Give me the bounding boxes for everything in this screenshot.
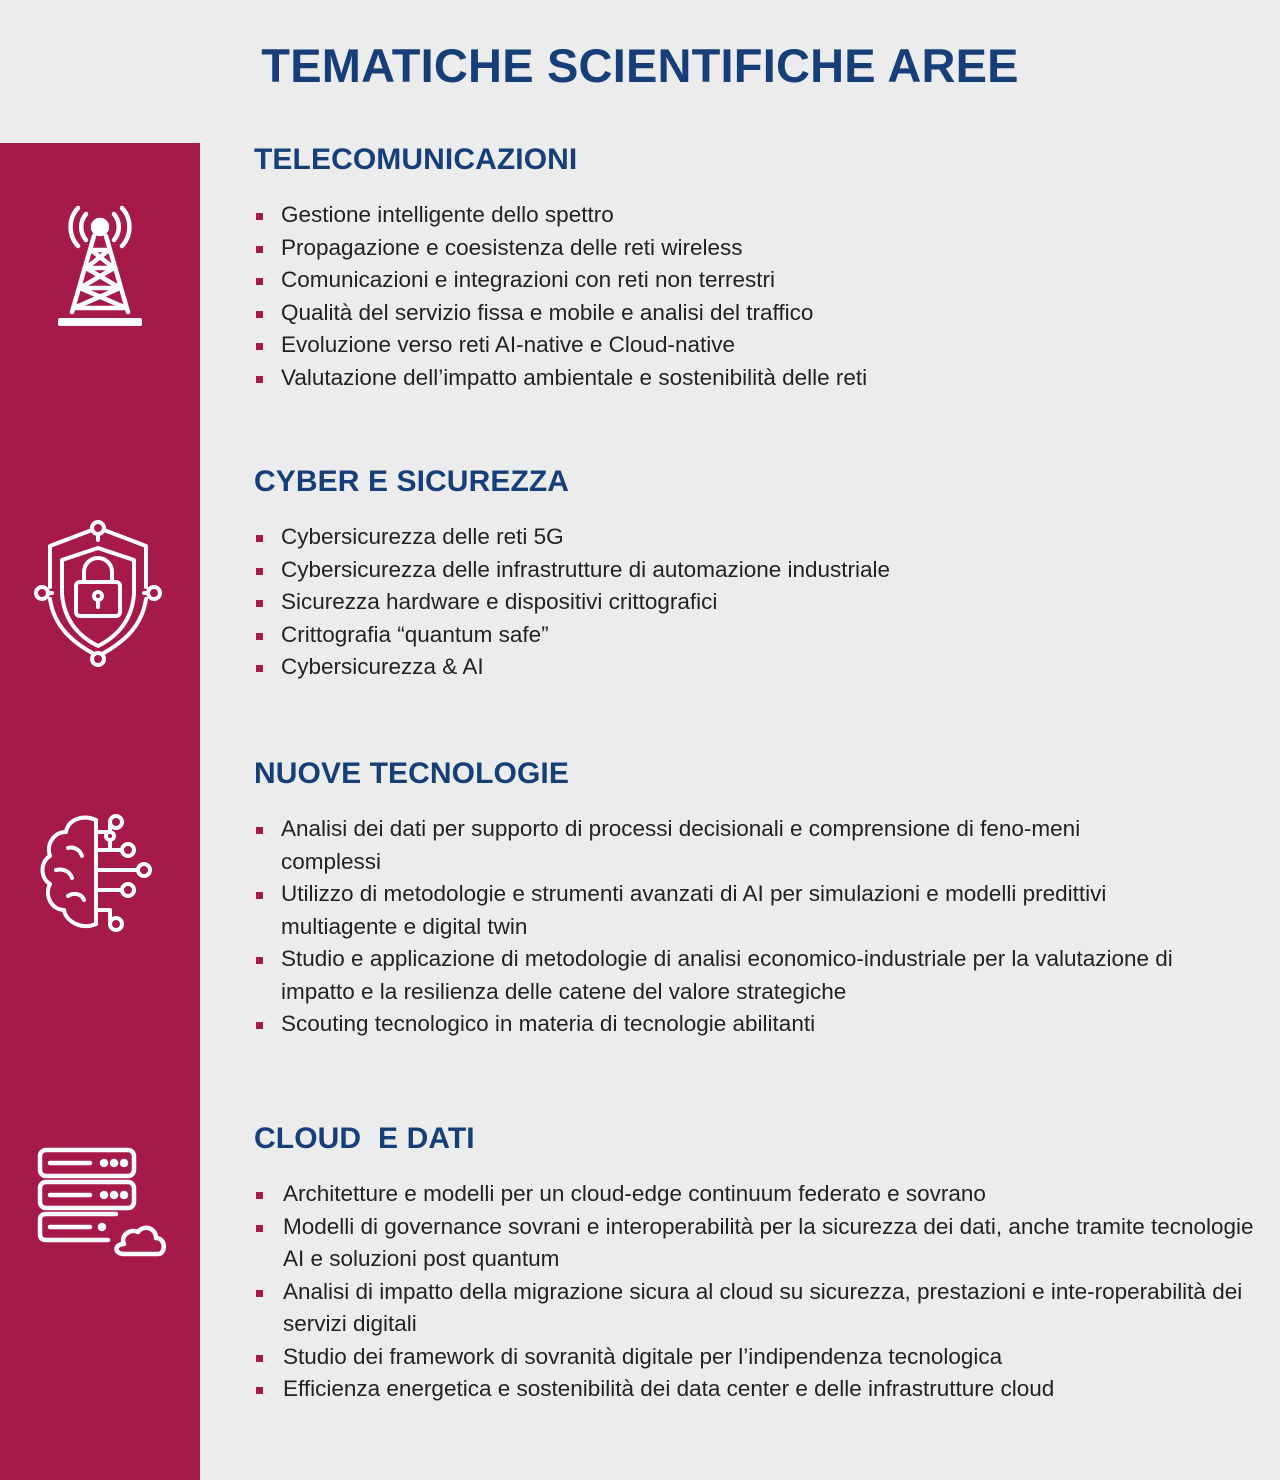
bullet-square-icon	[256, 1387, 263, 1394]
list-item	[254, 1341, 1254, 1374]
list-item	[254, 651, 1244, 684]
page-title: TEMATICHE SCIENTIFICHE AREE	[261, 39, 1019, 92]
list-item-text: Scouting tecnologico in materia di tecnologie abilitanti	[281, 1011, 816, 1036]
list-item	[254, 199, 1244, 232]
bullet-square-icon	[256, 376, 263, 383]
list-item	[254, 329, 1244, 362]
list-item	[254, 297, 1244, 330]
list-item-text: Studio dei framework di sovranità digitale per l’indipendenza tecnologica	[283, 1343, 1003, 1369]
bullet-square-icon	[256, 827, 263, 834]
list-item	[254, 264, 1244, 297]
section-heading: NUOVE TECNOLOGIE	[254, 757, 569, 790]
bullet-square-icon	[256, 213, 263, 220]
item-list	[254, 1178, 1254, 1406]
bullet-square-icon	[256, 892, 263, 899]
list-item	[254, 1211, 1254, 1276]
list-item-text: Cybersicurezza & AI	[281, 654, 484, 679]
item-list	[254, 521, 1244, 684]
bullet-square-icon	[256, 665, 263, 672]
list-item-text: Analisi dei dati per supporto di processi decisionali e comprensione di feno-meni complessi	[281, 816, 1081, 874]
antenna-tower-icon	[48, 200, 152, 332]
list-item-text: Comunicazioni e integrazioni con reti non terrestri	[281, 267, 775, 292]
list-item-text: Architetture e modelli per un cloud-edge continuum federato e sovrano	[283, 1181, 986, 1206]
list-item	[254, 362, 1244, 395]
list-item	[254, 943, 1184, 1008]
section-telecomunicazioni	[254, 142, 1244, 394]
section-heading: CLOUD E DATI	[254, 1122, 475, 1155]
list-item	[254, 1276, 1254, 1341]
bullet-square-icon	[256, 633, 263, 640]
list-item	[254, 1008, 1184, 1041]
item-list	[254, 813, 1184, 1041]
bullet-square-icon	[256, 568, 263, 575]
list-item-text: Efficienza energetica e sostenibilità dei data center e delle infrastrutture cloud	[283, 1376, 1055, 1401]
list-item-text: Analisi di impatto della migrazione sicura al cloud su sicurezza, prestazioni e inte-roperabilità dei servizi digitali	[283, 1278, 1243, 1336]
bullet-square-icon	[256, 600, 263, 607]
section-cyber-sicurezza	[254, 464, 1244, 684]
list-item-text: Modelli di governance sovrani e interoperabilità per la sicurezza dei dati, anche tramite tecnologie AI e soluzioni post quantum	[283, 1213, 1254, 1271]
section-heading: TELECOMUNICAZIONI	[254, 143, 578, 176]
bullet-square-icon	[256, 1022, 263, 1029]
list-item-text: Cybersicurezza delle reti 5G	[281, 524, 564, 549]
bullet-square-icon	[256, 1355, 263, 1362]
list-item-text: Sicurezza hardware e dispositivi crittografici	[281, 589, 718, 614]
list-item	[254, 1178, 1254, 1211]
server-cloud-icon	[36, 1146, 168, 1260]
brain-circuit-icon	[38, 812, 160, 934]
list-item-text: Qualità del servizio fissa e mobile e analisi del traffico	[281, 299, 814, 325]
list-item	[254, 232, 1244, 265]
list-item-text: Evoluzione verso reti AI-native e Cloud-native	[281, 332, 735, 357]
list-item-text: Utilizzo di metodologie e strumenti avanzati di AI per simulazioni e modelli predittivi multiagente e digital twin	[281, 881, 1107, 939]
list-item-text: Propagazione e coesistenza delle reti wireless	[281, 234, 743, 260]
bullet-square-icon	[256, 1290, 263, 1297]
list-item	[254, 1373, 1254, 1406]
list-item-text: Valutazione dell’impatto ambientale e sostenibilità delle reti	[281, 364, 868, 390]
list-item	[254, 554, 1244, 587]
bullet-square-icon	[256, 957, 263, 964]
list-item-text: Studio e applicazione di metodologie di analisi economico-industriale per la valutazione di impatto e la resilienza delle catene del valore strategiche	[281, 946, 1173, 1004]
list-item	[254, 813, 1184, 878]
bullet-square-icon	[256, 1225, 263, 1232]
bullet-square-icon	[256, 343, 263, 350]
list-item-text: Crittografia “quantum safe”	[281, 621, 549, 647]
bullet-square-icon	[256, 311, 263, 318]
list-item	[254, 521, 1244, 554]
bullet-square-icon	[256, 278, 263, 285]
list-item	[254, 619, 1244, 652]
section-cloud-dati	[254, 1121, 1254, 1406]
section-nuove-tecnologie	[254, 756, 1184, 1041]
item-list	[254, 199, 1244, 394]
list-item	[254, 586, 1244, 619]
section-heading: CYBER E SICUREZZA	[254, 465, 570, 498]
list-item-text: Cybersicurezza delle infrastrutture di automazione industriale	[281, 556, 891, 582]
bullet-square-icon	[256, 246, 263, 253]
shield-lock-icon	[32, 518, 164, 670]
bullet-square-icon	[256, 1192, 263, 1199]
bullet-square-icon	[256, 535, 263, 542]
list-item-text: Gestione intelligente dello spettro	[281, 202, 614, 227]
list-item	[254, 878, 1184, 943]
